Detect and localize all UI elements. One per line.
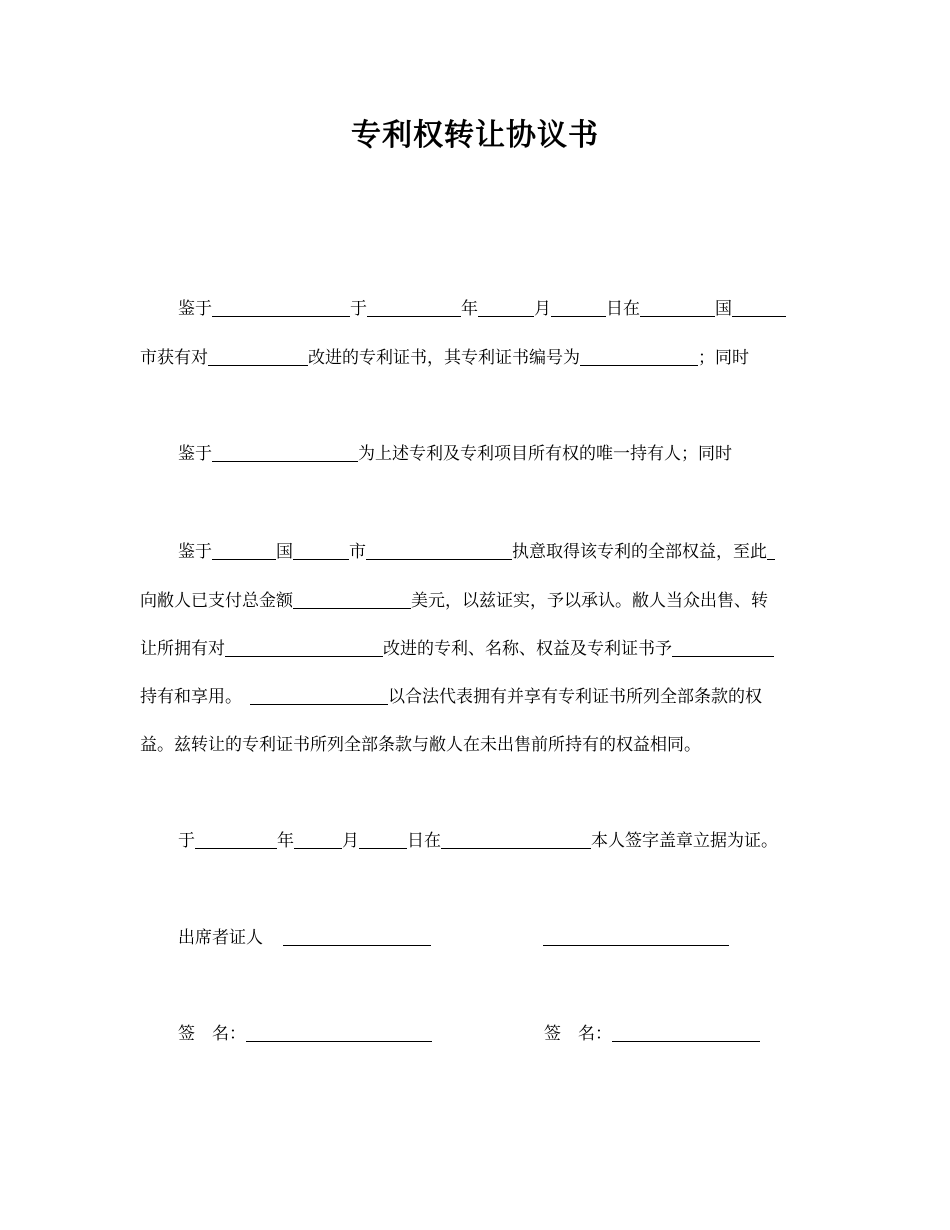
text: 美元，以兹证实，予以承认。敝人当众出售、转 — [411, 591, 768, 611]
document-title: 专利权转让协议书 — [351, 118, 599, 153]
text: 鉴于 — [178, 542, 212, 562]
paragraph-4-line-1 — [178, 829, 818, 853]
blank-field[interactable] — [580, 347, 698, 366]
text: 以合法代表拥有并享有专利证书所列全部条款的权 — [388, 687, 762, 707]
blank-field[interactable] — [195, 830, 277, 849]
witness-field-left[interactable] — [283, 927, 431, 946]
text: 年 — [277, 831, 294, 851]
witness-line — [178, 926, 818, 950]
signature-field-right[interactable] — [612, 1023, 760, 1042]
text: 鉴于 — [178, 444, 212, 464]
witness-label: 出席者证人 — [178, 928, 263, 948]
blank-field[interactable] — [359, 830, 407, 849]
blank-field[interactable] — [640, 298, 715, 317]
blank-field[interactable] — [293, 590, 411, 609]
text: 向敝人已支付总金额 — [140, 591, 293, 611]
paragraph-3-line-5 — [140, 733, 820, 757]
text: 市 — [349, 542, 366, 562]
text: ；同时 — [698, 348, 749, 368]
blank-field[interactable] — [212, 541, 276, 560]
text: 于 — [178, 831, 195, 851]
paragraph-3-line-1 — [178, 540, 818, 564]
paragraph-1-line-2 — [140, 346, 820, 370]
blank-field[interactable] — [672, 638, 774, 657]
blank-field[interactable] — [250, 686, 388, 705]
blank-field[interactable] — [225, 638, 383, 657]
blank-field[interactable] — [478, 298, 534, 317]
paragraph-1-line-1 — [178, 297, 818, 321]
text: 国 — [715, 299, 732, 319]
blank-field[interactable] — [294, 830, 342, 849]
blank-field[interactable] — [441, 830, 591, 849]
text: 日在 — [407, 831, 441, 851]
text: 改进的专利、名称、权益及专利证书予 — [383, 639, 672, 659]
blank-field[interactable] — [767, 541, 775, 560]
paragraph-2-line-1 — [178, 442, 818, 466]
text: 改进的专利证书，其专利证书编号为 — [308, 348, 580, 368]
text: 为上述专利及专利项目所有权的唯一持有人；同时 — [358, 444, 732, 464]
paragraph-3-line-4 — [140, 685, 820, 709]
text: 让所拥有对 — [140, 639, 225, 659]
signature-line — [178, 1022, 818, 1046]
text: 日在 — [606, 299, 640, 319]
blank-field[interactable] — [551, 298, 606, 317]
paragraph-3-line-3 — [140, 637, 820, 661]
witness-field-right[interactable] — [543, 927, 729, 946]
text: 年 — [461, 299, 478, 319]
blank-field[interactable] — [212, 443, 358, 462]
text: 月 — [534, 299, 551, 319]
text: 于 — [350, 299, 367, 319]
text: 本人签字盖章立据为证。 — [591, 831, 778, 851]
text: 国 — [276, 542, 293, 562]
text: 益。兹转让的专利证书所列全部条款与敝人在未出售前所持有的权益相同。 — [140, 735, 701, 755]
blank-field[interactable] — [208, 347, 308, 366]
paragraph-3-line-2 — [140, 589, 820, 613]
blank-field[interactable] — [367, 298, 461, 317]
text: 月 — [342, 831, 359, 851]
blank-field[interactable] — [212, 298, 350, 317]
text: 持有和享用。 — [140, 687, 242, 707]
signature-field-left[interactable] — [246, 1023, 432, 1042]
signature-label-right: 签 名： — [544, 1024, 612, 1044]
text: 鉴于 — [178, 299, 212, 319]
signature-label-left: 签 名： — [178, 1024, 246, 1044]
blank-field[interactable] — [366, 541, 512, 560]
text: 市获有对 — [140, 348, 208, 368]
text: 执意取得该专利的全部权益，至此 — [512, 542, 767, 562]
blank-field[interactable] — [732, 298, 786, 317]
blank-field[interactable] — [293, 541, 349, 560]
